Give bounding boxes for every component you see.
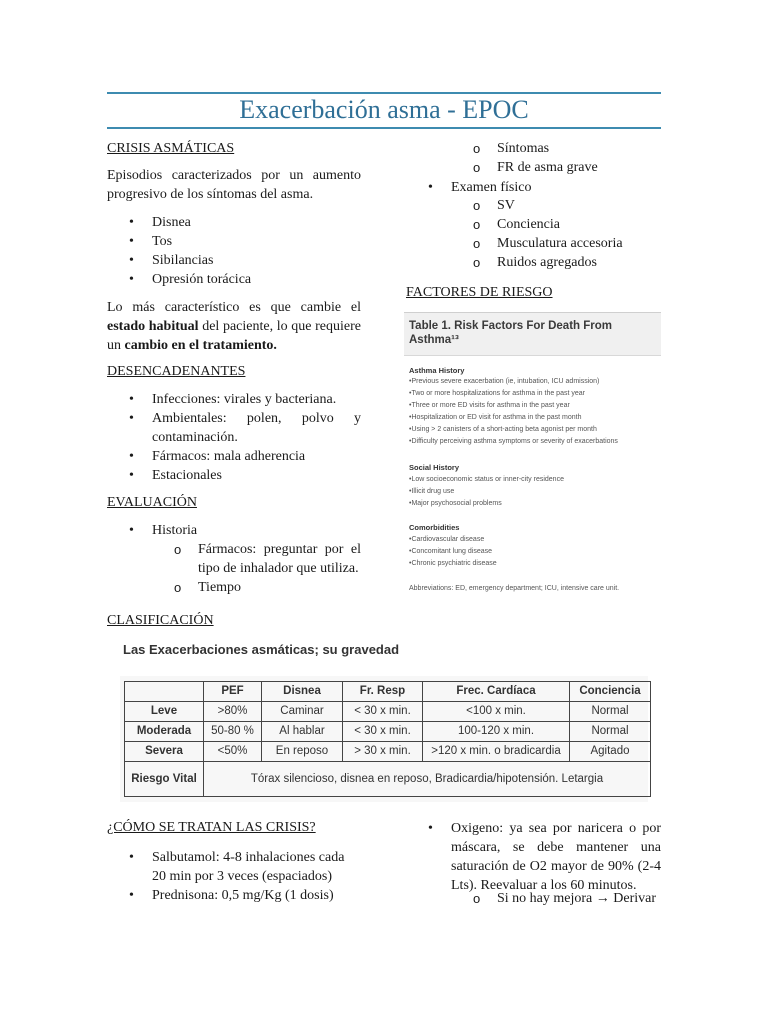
page-title: Exacerbación asma - EPOC xyxy=(239,95,529,124)
risk-item: • Using > 2 canisters of a short-acting beta agonist per month xyxy=(409,425,597,434)
table-cell: >120 x min. o bradicardia xyxy=(423,742,570,762)
list-item: • Estacionales xyxy=(107,466,361,485)
list-item: o Fármacos: preguntar por el tipo de inhalador que utiliza. xyxy=(174,540,361,578)
title-bottom-rule xyxy=(107,127,661,129)
table-header-cell: Conciencia xyxy=(570,682,651,702)
risk-item: • Previous severe exacerbation (ie, intubation, ICU admission) xyxy=(409,377,599,386)
table-row xyxy=(125,742,651,762)
risk-section-title: Comorbidities xyxy=(409,523,460,532)
list-item: o Musculatura accesoria xyxy=(473,234,661,253)
table-cell: Normal xyxy=(570,722,651,742)
note-text: Lo más característico es que cambie el xyxy=(107,300,361,315)
risk-item: • Three or more ED visits for asthma in the past year xyxy=(409,401,570,410)
risk-item: • Cardiovascular disease xyxy=(409,535,484,544)
risk-item: • Hospitalization or ED visit for asthma in the past month xyxy=(409,413,581,422)
note-bold: cambio en el tratamiento. xyxy=(124,338,277,353)
crisis-intro: Episodios caracterizados por un aumento progresivo de los síntomas del asma. xyxy=(107,168,361,202)
risk-item: • Chronic psychiatric disease xyxy=(409,559,497,568)
table-row xyxy=(125,762,651,797)
table-cell: > 30 x min. xyxy=(343,742,423,762)
list-item: o FR de asma grave xyxy=(473,158,661,177)
list-item: • Examen físico xyxy=(406,178,661,197)
list-item: • Ambientales: polen, polvo y contaminación. xyxy=(107,409,361,447)
history-sublist-continued xyxy=(473,139,661,177)
risk-table-header xyxy=(404,312,661,356)
table-header-cell: Frec. Cardíaca xyxy=(423,682,570,702)
risk-section-title: Asthma History xyxy=(409,366,465,375)
table-header-cell: PEF xyxy=(204,682,262,702)
list-item: • Salbutamol: 4-8 inhalaciones cada 20 min por 3 veces (espaciados) xyxy=(107,848,361,886)
list-item: • Prednisona: 0,5 mg/Kg (1 dosis) xyxy=(107,886,361,905)
risk-item: • Concomitant lung disease xyxy=(409,547,492,556)
symptoms-list xyxy=(107,213,361,289)
oxygen-list xyxy=(406,819,661,895)
risk-section-title: Social History xyxy=(409,463,460,472)
triggers-list xyxy=(107,390,361,485)
risk-item: • Low socioeconomic status or inner-city residence xyxy=(409,475,564,484)
list-item: • Historia xyxy=(107,521,361,540)
list-item: o Ruidos agregados xyxy=(473,253,661,272)
table-header-cell: Fr. Resp xyxy=(343,682,423,702)
list-item: o Tiempo xyxy=(174,578,361,597)
table-row-label: Moderada xyxy=(125,722,204,742)
oxygen-sublist xyxy=(473,889,661,908)
list-item: o Conciencia xyxy=(473,215,661,234)
risk-heading: FACTORES DE RIESGO xyxy=(406,285,553,300)
note-text: del paciente, lo que requiere un xyxy=(107,319,361,353)
list-item: • Fármacos: mala adherencia xyxy=(107,447,361,466)
table-cell: En reposo xyxy=(262,742,343,762)
table-header-cell xyxy=(125,682,204,702)
triggers-heading: DESENCADENANTES xyxy=(107,364,246,379)
list-item: • Sibilancias xyxy=(107,251,361,270)
list-item: o Si no hay mejora → Derivar xyxy=(473,889,661,908)
risk-item: • Major psychosocial problems xyxy=(409,499,502,508)
evaluation-list xyxy=(107,521,361,540)
evaluation-heading: EVALUACIÓN xyxy=(107,495,197,510)
table-cell: Tórax silencioso, disnea en reposo, Bradicardia/hipotensión. Letargia xyxy=(204,762,651,797)
list-item: • Disnea xyxy=(107,213,361,232)
history-sublist xyxy=(174,540,361,597)
table-cell: < 30 x min. xyxy=(343,702,423,722)
risk-item: • Difficulty perceiving asthma symptoms or severity of exacerbations xyxy=(409,437,618,446)
crisis-heading: CRISIS ASMÁTICAS xyxy=(107,141,235,156)
table-cell: Caminar xyxy=(262,702,343,722)
crisis-note xyxy=(107,298,361,355)
table-row-label: Leve xyxy=(125,702,204,722)
list-item: o SV xyxy=(473,196,661,215)
classification-heading: CLASIFICACIÓN xyxy=(107,613,214,628)
table-cell: <100 x min. xyxy=(423,702,570,722)
list-item: o Síntomas xyxy=(473,139,661,158)
list-item: • Infecciones: virales y bacteriana. xyxy=(107,390,361,409)
treatment-heading: ¿CÓMO SE TRATAN LAS CRISIS? xyxy=(107,820,316,835)
table-cell: < 30 x min. xyxy=(343,722,423,742)
risk-table-title: Table 1. Risk Factors For Death From Asthma¹³ xyxy=(409,320,613,346)
table-cell: Al hablar xyxy=(262,722,343,742)
table-header-cell: Disnea xyxy=(262,682,343,702)
exam-sublist xyxy=(473,196,661,272)
risk-abbreviations: Abbreviations: ED, emergency department; ICU, intensive care unit. xyxy=(409,585,620,592)
table-cell: 50-80 % xyxy=(204,722,262,742)
exam-list xyxy=(406,178,661,197)
table-cell: 100-120 x min. xyxy=(423,722,570,742)
note-bold: estado habitual xyxy=(107,319,199,334)
list-item: • Opresión torácica xyxy=(107,270,361,289)
table-cell: Normal xyxy=(570,702,651,722)
risk-item: • Two or more hospitalizations for asthma in the past year xyxy=(409,389,585,398)
table-row xyxy=(125,722,651,742)
risk-factors-table xyxy=(404,312,661,602)
table-cell: <50% xyxy=(204,742,262,762)
list-item: • Tos xyxy=(107,232,361,251)
treatment-list xyxy=(107,848,361,905)
table-row xyxy=(125,702,651,722)
severity-table xyxy=(124,681,651,797)
list-item: • Oxigeno: ya sea por naricera o por máscara, se debe mantener una saturación de O2 mayor de 90% (2-4 Lts). Reevaluar a los 60 minutos. xyxy=(406,819,661,895)
table-row-label: Severa xyxy=(125,742,204,762)
severity-table-title: Las Exacerbaciones asmáticas; su gravedad xyxy=(123,642,400,657)
table-cell: Agitado xyxy=(570,742,651,762)
table-cell: >80% xyxy=(204,702,262,722)
table-header-row xyxy=(125,682,651,702)
table-row-label: Riesgo Vital xyxy=(125,762,204,797)
risk-item: • Illicit drug use xyxy=(409,487,454,496)
